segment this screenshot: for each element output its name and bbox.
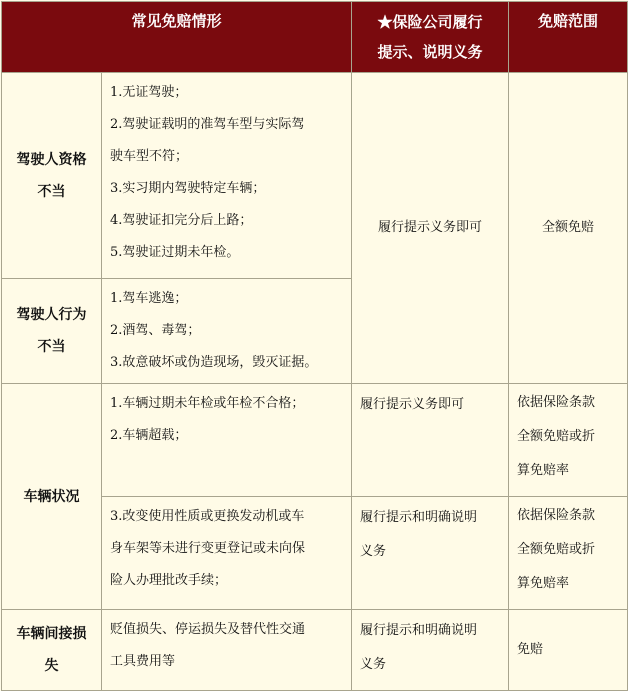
list-item: 险人办理批改手续； bbox=[110, 573, 228, 588]
category-vehicle-condition: 车辆状况 bbox=[2, 384, 102, 610]
list-item: 1.驾车逃逸； bbox=[110, 291, 188, 306]
row-indirect-loss bbox=[2, 610, 628, 691]
category-driver-qualification: 驾驶人资格 不当 bbox=[2, 73, 102, 279]
row-vehicle-condition-1 bbox=[2, 384, 628, 497]
driver-duty-cell: 履行提示义务即可 bbox=[352, 73, 509, 384]
vehicle-scope-2: 依据保险条款 全额免赔或折 算免赔率 bbox=[509, 497, 628, 610]
header-scope: 免赔范围 bbox=[509, 2, 628, 73]
list-item: 1.车辆过期未年检或年检不合格； bbox=[110, 396, 305, 411]
row-driver-qualification bbox=[2, 73, 628, 279]
list-item: 2.驾驶证载明的准驾车型与实际驾 bbox=[110, 117, 305, 132]
list-item: 3.故意破坏或伪造现场，毁灭证据。 bbox=[110, 355, 318, 370]
indirect-loss-items bbox=[102, 610, 352, 691]
category-indirect-loss: 车辆间接损 失 bbox=[2, 610, 102, 691]
list-item: 3.实习期内驾驶特定车辆； bbox=[110, 181, 266, 196]
exemption-table bbox=[1, 1, 628, 691]
indirect-duty: 履行提示和明确说明 义务 bbox=[352, 610, 509, 691]
list-item: 2.酒驾、毒驾； bbox=[110, 323, 201, 338]
vehicle-scope-1: 依据保险条款 全额免赔或折 算免赔率 bbox=[509, 384, 628, 497]
list-item: 3.改变使用性质或更换发动机或车 bbox=[110, 509, 305, 524]
vehicle-duty-2: 履行提示和明确说明 义务 bbox=[352, 497, 509, 610]
list-item: 工具费用等 bbox=[110, 654, 176, 669]
header-duty: ★保险公司履行 提示、说明义务 bbox=[352, 2, 509, 73]
vehicle-items-2 bbox=[102, 497, 352, 610]
list-item: 1.无证驾驶； bbox=[110, 85, 188, 100]
header-row bbox=[2, 2, 628, 73]
list-item: 驶车型不符； bbox=[110, 149, 189, 164]
list-item: 2.车辆超载； bbox=[110, 428, 188, 443]
category-driver-behavior: 驾驶人行为 不当 bbox=[2, 279, 102, 384]
list-item: 5.驾驶证过期未年检。 bbox=[110, 245, 240, 260]
list-item: 贬值损失、停运损失及替代性交通 bbox=[110, 622, 306, 637]
driver-scope-cell: 全额免赔 bbox=[509, 73, 628, 384]
vehicle-duty-1: 履行提示义务即可 bbox=[352, 384, 509, 497]
driver-qualification-items bbox=[102, 73, 352, 279]
driver-behavior-items bbox=[102, 279, 352, 384]
list-item: 4.驾驶证扣完分后上路； bbox=[110, 213, 253, 228]
indirect-scope: 免赔 bbox=[509, 610, 628, 691]
vehicle-items-1 bbox=[102, 384, 352, 497]
list-item: 身车架等未进行变更登记或未向保 bbox=[110, 541, 306, 556]
header-situation: 常见免赔情形 bbox=[2, 2, 352, 73]
